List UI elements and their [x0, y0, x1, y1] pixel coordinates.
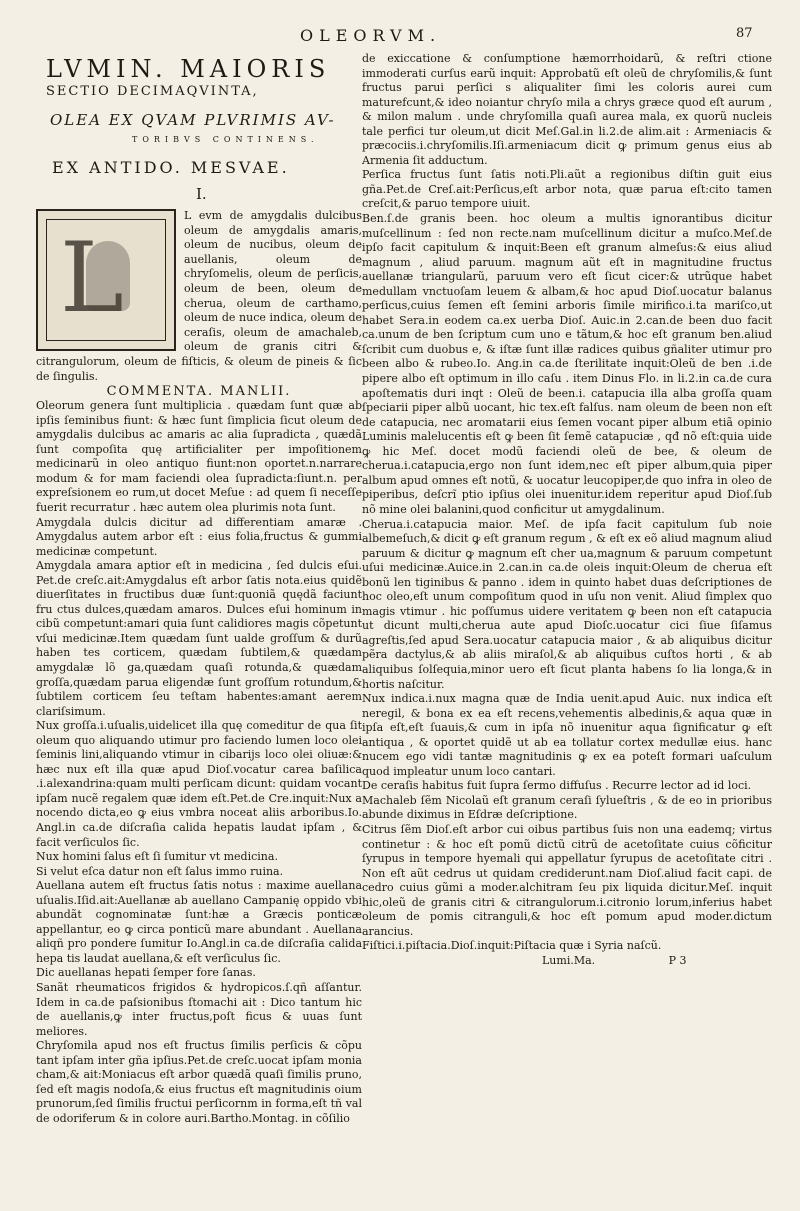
- right-paragraph: Nux indica.i.nux magna quæ de India uenit.apud Auic. nux indica eſt neregil, & bona ex ea eſt recens,vehementis albedinis,& aqua quæ in ipſa eſt,eſt ſuauis,& cum in ipſa nõ inuenitur aqua ſignificatur ꝙ eſt antiqua , & oportet quidẽ ut ab ea tollatur cortex medullæ eius. hanc nucem ego vidi tantæ magnitudinis ꝙ ex ea poteſt formari uaſculum quod impleatur unum loco cantari.: [362, 692, 772, 778]
- woodcut-figure: [86, 241, 130, 311]
- section-title: SECTIO DECIMAQVINTA,: [46, 84, 259, 99]
- verse-line: Nux homini ſalus eſt ſi ſumitur vt medicina.: [36, 850, 278, 864]
- right-paragraph: de exiccatione & conſumptione hæmorrhoidarũ, & reſtri ctione immoderati curſus earũ inquit: Approbatũ eſt oleũ de chryſomilis,& ſunt fructus parui perſici s aliqualiter ſimi les coloris aurei cum maturefcunt,& ideo noiantur chryſo mila a chrys græce quod eſt aurum , & milon malum . unde chryſomilla quaſi aurea mala, ex quorũ nucleis tale perfici tur oleum,ut dicit Meſ.Gal.in li.2.de alim.ait : Armeniacis & præcociis.i.chryſomilis.Iſi.armeniacum dicit ꝙ primum genus eius ab Armenia ſit adductum.: [362, 52, 772, 167]
- source-heading: EX ANTIDO. MESVAE.: [52, 158, 290, 177]
- page-number: 87: [736, 26, 753, 41]
- left-paragraph: Amygdala amara aptior eſt in medicina , ſed dulcis eſui. Pet.de creſc.ait:Amygdalus eſt arbor ſatis nota.eius quidẽ diuerſitates in fructibus duæ ſunt:quoniã quędã faciunt fru ctus dulces,quædam amaros. Dulces eſui hominum in cibũ competunt:amari quia ſunt calidiores magis cõpetunt vſui medicinæ.Item quædam ſunt ualde groſſum & durũ haben tes corticem, quædam ſubtilem,& quædam amygdalæ lõ ga,quædam quaſi rotunda,& quædam groſſa,quædam parua eligendæ ſunt groſſum rotundum,& ſubtilem corticem ſeu teſtam habentes:amant aerem clariſsimum.: [36, 559, 362, 718]
- running-title: OLEORVM.: [300, 26, 442, 45]
- right-paragraph: Ben.ſ.de granis been. hoc oleum a multis ignorantibus dicitur muſcellinum : ſed non recte.nam muſcellinum dicitur a muſco.Meſ.de ipſo facit capitulum & inquit:Been eſt granum almeſus:& eius aliud magnum , aliud paruum. magnum aũt eſt in magnitudine fructus auellanæ triangularũ, paruum vero eſt ſicut cicer:& utrũque habet medullam vnctuoſam leuem & albam,& hoc apud Dioſ.uocatur balanus perſicus,cuius ſemen eſt ſemini arboris ſimile mirifico.i.ta mariſco,ut habet Sera.in eodem ca.ex uerba Dioſ. Auic.in 2.can.de been duo facit ca.unum de ben ſcriptum cum uno e tãtum,& hoc eſt granum ben.aliud ſcribit cum duobus e, & iſtæ ſunt illæ radices quibus gñaliter utimur pro been albo & rubeo.Io. Ang.in ca.de ſterilitate inquit:Oleũ de ben .i.de pipere albo eſt optimum in illo caſu . item Dinus Flo. in li.2.in ca.de cura apoſtematis duri inqt : Oleũ de been.i. catapucia illa alba groſſa quam ſpeciarii piper albũ uocant, hic tex.eſt falſus. nam oleum de been non eſt de catapucia, nec aromatarii eius ſemen vocant piper album etiã opinio Luminis malelucentis eſt ꝙ been ſit ſemẽ catapuciæ , qđ nõ eſt:quia uide ꝙ hic Meſ. docet modũ faciendi oleũ de bee, & oleum de cherua.i.catapucia,ergo non ſunt idem,nec eſt piper album,quia piper album apud omnes eſt notũ, & uocatur leucopiper,de quo infra in oleo de piperibus, deſcrĩ ptio ipſius olei inuenitur.idem reperitur apud Dioſ.ſub nõ mine olei balanini,quod conficitur ut amygdalinum.: [362, 212, 772, 516]
- left-paragraph: Auellana autem eſt fructus ſatis notus : maxime auellana uſualis.Iſid.ait:Auellanæ ab auellano Campanię oppido vbi abundãt cognominatæ ſunt:hæ a Græcis ponticæ appellantur, eo ꝙ circa ponticũ mare abundant . Auellana aliqñ pro pondere ſumitur Io.Angl.in ca.de diſcraſia calida hepa tis laudat auellana,& eſt verſiculus ſic.: [36, 879, 362, 965]
- right-paragraph: Machaleb ſẽm Nicolaũ eſt granum ceraſi ſylueſtris , & de eo in prioribus abunde diximus in Eſdræ deſcriptione.: [362, 793, 772, 822]
- right-paragraph: Fiſtici.i.piſtacia.Dioſ.inquit:Piſtacia quæ i Syria naſcũ.: [362, 939, 662, 953]
- right-column: [362, 52, 772, 968]
- right-paragraph: Citrus ſẽm Dioſ.eſt arbor cui oibus partibus ſuis non una eademq; virtus continetur : & hoc eſt pomũ dictũ citrũ de acetoſitate cuius cõficitur ſyrupus in tempore hyemali qui appellatur ſyrupus de acetoſitate citri . Non eſt aũt cedrus ut quidam crediderunt.nam Dioſ.aliud facit capi. de cedro cuius gũmi a moder.alchitram ſeu pix liquida dicitur.Meſ. inquit hic,oleũ de granis citri & citrangulorum.i.citronio lorum,inferius habet oleum de pomis citranguli,& hoc eſt pomum apud moder.dictum arancius.: [362, 822, 772, 938]
- verse-line: Dic auellanas hepati ſemper fore ſanas.: [36, 966, 256, 980]
- section-number: I.: [196, 185, 207, 203]
- left-paragraph: Amygdala dulcis dicitur ad differentiam amaræ . Amygdalus autem arbor eſt : eius folia,fructus & gummi medicinæ competunt.: [36, 515, 362, 558]
- right-paragraph: De ceraſis habitus fuit ſupra ſermo diffuſus . Recurre lector ad id loci.: [362, 779, 752, 793]
- left-paragraph: Sanãt rheumaticos frigidos & hydropicos.ſ.qñ aſſantur. Idem in ca.de paſsionibus ſtomachi ait : Dico tantum hic de auellanis,ꝙ inter fructus,poſt ficus & uuas ſunt meliores.: [36, 981, 362, 1038]
- left-paragraph: Chryſomila apud nos eſt fructus ſimilis perſicis & cõpu tant ipſam inter gña ipſius.Pet.de creſc.uocat ipſam monia cham,& ait:Moniacus eſt arbor quædã quaſi ſimilis pruno, ſed eſt magis nodoſa,& eius fructus eſt magnitudinis oium prunorum,ſed ſimilis fructui perſicornm in forma,eſt tñ val de odoriferum & in colore auri.Bartho.Montag. in cõſilio: [36, 1039, 362, 1125]
- left-column: [36, 52, 362, 1126]
- catchword: Lumi.Ma.: [542, 953, 596, 967]
- signature-mark: P 3: [668, 953, 687, 967]
- right-paragraph: Perſica fructus ſunt ſatis noti.Pli.aũt a regionibus diſtin guit eius gña.Pet.de Creſ.ait:Perſicus,eſt arbor nota, quæ parua eſt:cito tamen creſcit,& paruo tempore uiuit.: [362, 168, 772, 211]
- right-paragraph: Cherua.i.catapucia maior. Meſ. de ipſa facit capitulum ſub noie albemeſuch,& dicit ꝙ eſt granum regum , & eſt ex eõ aliud magnum aliud paruum & dicitur ꝙ magnum eſt cher ua,magnum & paruum competunt uſui medicinæ.Auice.in 2.can.in ca.de oleis inquit:Oleum de cherua eſt bonũ len tiginibus & panno . idem in quinto habet duas deſcriptiones de hoc oleo,eſt unum compoſitum quod in uſu non venit. Aliud ſimplex quo magis vtimur . hic poſſumus uidere veritatem ꝙ been non eſt catapucia ut dicunt multi,cherua aute apud Dioſc.uocatur cici ſiue ſiſamus agreſtis,ſed apud Sera.uocatur catapucia maior , & ab aliquibus dicitur pẽra dactylus,& ab aliis miraſol,& ab aliquibus cuſtos horti , & ab aliquibus ſolſequia,minor uero eſt ſicut planta habens ſo lia longa,& in hortis naſcitur.: [362, 517, 772, 691]
- left-paragraph: Nux groſſa.i.uſualis,uidelicet illa quę comeditur de qua ſit oleum quo aliquando utimur pro faciendo lumen loco olei ſeminis lini,aliquando vtimur in cibarijs loco olei oliuæ:& hæc nux eſt illa quæ apud Dioſ.vocatur carea baſilica .i.alexandrina:quam multi perſicam dicunt: quidam vocant ipſam nucẽ regalem quæ idem eſt.Pet.de Cre.inquit:Nux a nocendo dicta,eo ꝙ eius vmbra noceat aliis arboribus.Io. Angl.in ca.de diſcraſia calida hepatis laudat ipſam , & facit verſiculos ſic.: [36, 719, 362, 849]
- verse-line: Si velut eſca datur non eſt ſalus immo ruina.: [36, 864, 284, 878]
- catchword-line: [542, 954, 772, 968]
- book-title: LVMIN. MAIORIS: [46, 55, 331, 83]
- section-subtitle: OLEA EX QVAM PLVRIMIS AV-: [50, 111, 336, 129]
- initial-letter-l: L: [60, 222, 124, 334]
- commentary-heading: COMMENTA. MANLII.: [106, 384, 292, 400]
- left-paragraph: Oleorum genera ſunt multiplicia . quædam ſunt quæ ab ipſis ſeminibus fiunt: & hæc ſunt ſimplicia ſicut oleum de amygdalis dulcibus ac amaris ac alia ſupradicta , quædã ſunt compoſita quę artificialiter per impoſitionem medicinarũ in oleo antiquo fiunt:non oportet.n.narrare modum & for mam faciendi olea ſupradicta:ſiunt.n. per expreſsionem eo rum,ut docet Meſue : ad quem ſi neceſſe fuerit recurratur . hæc autem olea plurimis nota ſunt.: [36, 399, 362, 514]
- intro-paragraph: L evm de amygdalis dulcibus oleum de amygdalis amaris, oleum de nucibus, oleum de auellanis, oleum de chryſomelis, oleum de perſicis, oleum de been, oleum de cheruа, oleum de carthamo, oleum de nuce indica, oleum de ceraſis, oleum de amachaleb, oleum de granis citri & citrangulorum, oleum de fiſticis, & oleum de pineis & ſic de ſingulis.: [36, 209, 362, 383]
- section-subtitle-continued: TORIBVS CONTINENS.: [132, 135, 319, 144]
- decorated-initial-woodcut: [36, 209, 176, 351]
